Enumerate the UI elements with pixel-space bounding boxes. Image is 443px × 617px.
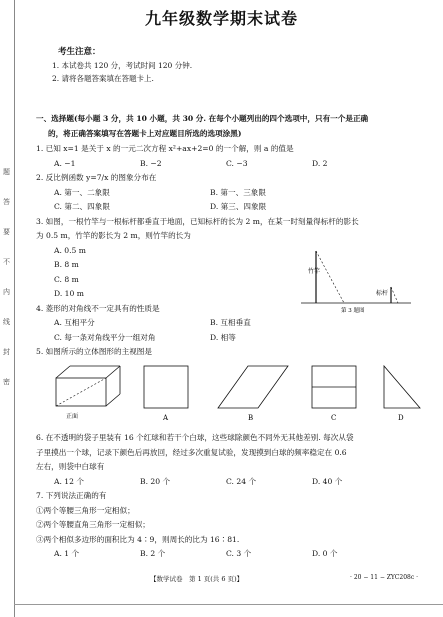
option-a: A. 第一、二象限: [54, 187, 110, 197]
binding-line: [14, 0, 15, 617]
statement-item: ①两个等腰三角形一定相似；: [36, 505, 135, 515]
fig-label-a: A: [163, 413, 169, 422]
page-title: 九年级数学期末试卷: [144, 9, 298, 28]
option-c: C. 每一条对角线平分一组对角: [54, 332, 156, 342]
option-d: D. 40 个: [312, 476, 343, 486]
option-c: C. 第二、四象限: [54, 202, 110, 211]
page-footer: 【数学试卷 第 1 页(共 6 页)】: [150, 575, 244, 583]
option-d: D. 0 个: [312, 549, 338, 558]
question-1: [36, 142, 432, 171]
fig-label-d: D: [398, 413, 404, 422]
section-heading: [36, 112, 432, 141]
section-heading-line: 一、选择题(每小题 3 分，共 10 小题，共 30 分. 在每个小题列出的四个选项中，只有一个是正确: [36, 114, 369, 123]
option-d: D. 2: [312, 158, 328, 168]
solid-figure: [56, 366, 120, 420]
notice-item: 1. 本试卷共 120 分，考试时间 120 分钟.: [52, 61, 193, 70]
option-b-figure: [218, 366, 288, 422]
option-c: C. 8 m: [54, 274, 79, 284]
margin-char: 线: [3, 318, 10, 326]
margin-char: 要: [3, 228, 10, 236]
exam-notice: [52, 46, 192, 85]
question-stem: 3. 如图，一根竹竿与一根标杆都垂直于地面，已知标杆的长为 2 m，在某一时刻量得标杆的影长: [36, 216, 359, 226]
notice-heading: 考生注意：: [58, 47, 101, 57]
option-a: A. 1 个: [54, 549, 80, 558]
margin-char: 封: [3, 348, 10, 356]
option-d: D. 第三、四象限: [210, 202, 267, 211]
question-stem: 6. 在不透明的袋子里装有 16 个红球和若干个白球，这些球除颜色不同外无其他差别. 每次从袋: [36, 433, 354, 442]
question-stem: 5. 如图所示的立体图形的主视图是: [36, 347, 152, 356]
notice-item: 2. 请将各题答案填在答题卡上.: [52, 74, 154, 83]
section-heading-line: 的，将正确答案填写在答题卡上对应题目所选的选项涂黑): [48, 128, 242, 138]
question-stem: 左右，则袋中白球有: [36, 462, 105, 471]
fig-label-c: C: [331, 413, 337, 422]
question-stem: 1. 已知 x=1 是关于 x 的一元二次方程 x²+ax+2=0 的一个解，则 a 的值是: [36, 144, 294, 153]
option-b: B. −2: [140, 158, 162, 168]
margin-char: 不: [3, 258, 10, 266]
shadow-figure: [296, 245, 416, 315]
fig-label-b: B: [248, 413, 254, 422]
option-a: A. 12 个: [54, 476, 84, 486]
option-c-figure: [312, 366, 356, 422]
statement-item: ②两个等腰直角三角形一定相似；: [36, 520, 150, 529]
option-c: C. −3: [226, 158, 248, 168]
question-stem: 为 0.5 m，竹竿的影长为 2 m，则竹竿的长为: [36, 231, 191, 240]
question-body: [36, 112, 432, 562]
pole-label: 竹竿: [308, 267, 321, 275]
view-figures: [48, 360, 432, 426]
option-a: A. −1: [54, 158, 76, 168]
statement-item: ③两个相似多边形的面积比为 4∶9，则周长的比为 16∶81.: [36, 534, 240, 544]
question-7: [36, 489, 432, 562]
paper-code: · 20 − 11 − ZYC208c ·: [350, 574, 419, 581]
option-b: B. 第一、三象限: [210, 187, 266, 197]
option-c: C. 24 个: [226, 476, 257, 486]
option-b: B. 2 个: [140, 549, 166, 558]
rod-label: 标杆: [376, 289, 389, 297]
option-b: B. 互相垂直: [210, 318, 251, 327]
bottom-border: [14, 604, 443, 605]
question-stem: 2. 反比例函数 y=7/x 的图象分布在: [36, 173, 157, 182]
margin-char: 答: [3, 198, 10, 206]
margin-char: 密: [3, 378, 10, 386]
question-stem: 4. 菱形的对角线不一定具有的性质是: [36, 303, 160, 313]
sun-ray: [316, 251, 344, 303]
option-a: A. 互相平分: [54, 318, 95, 327]
sun-ray: [391, 287, 398, 303]
option-b: B. 20 个: [140, 476, 171, 486]
figure-caption: 第 3 题图: [341, 307, 365, 314]
question-5: [36, 345, 432, 431]
question-6: [36, 431, 432, 489]
option-c: C. 3 个: [226, 549, 252, 558]
option-d: D. 相等: [210, 332, 236, 342]
margin-char: 题: [3, 168, 10, 176]
option-d: D. 10 m: [54, 289, 84, 298]
question-stem: 7. 下列说法正确的有: [36, 491, 107, 500]
question-stem: 子里摸出一个球，记录下颜色后再放回，经过多次重复试验，发现摸到白球的频率稳定在 0.6: [36, 447, 347, 457]
option-a-figure: [144, 366, 188, 422]
question-2: [36, 171, 432, 215]
option-d-figure: [384, 366, 420, 422]
front-label: 正面: [66, 412, 79, 420]
option-a: A. 0.5 m: [54, 245, 87, 255]
option-b: B. 8 m: [54, 260, 79, 269]
binding-margin-text: [1, 168, 12, 408]
margin-char: 内: [3, 288, 10, 296]
